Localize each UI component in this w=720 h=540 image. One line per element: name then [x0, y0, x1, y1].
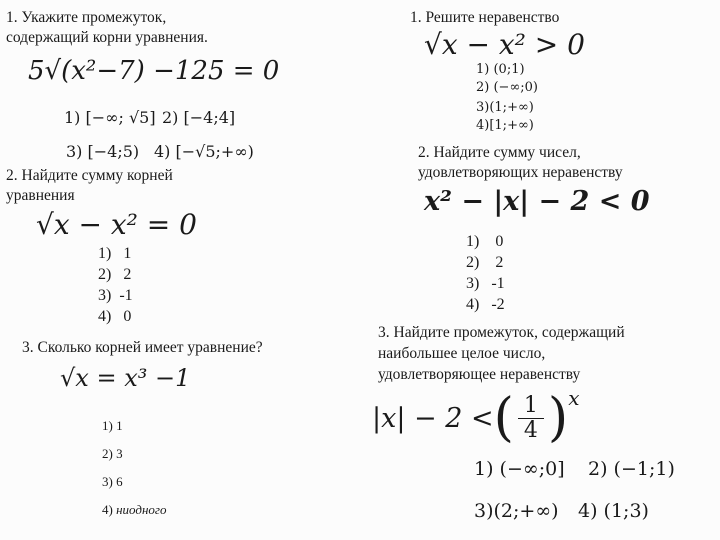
task3-option-2: 2) 3	[102, 446, 123, 461]
task1-option-4: 4) [−√5;+∞)	[154, 142, 254, 161]
r-task2-option-4: 4) -2	[466, 296, 505, 313]
task3-option-1: 1) 1	[102, 418, 123, 433]
task2-text-line1: 2. Найдите сумму корней	[6, 167, 173, 184]
r-task3-option-1: 1) (−∞;0]	[474, 458, 565, 480]
r-task1-option-2: 2) (−∞;0)	[476, 80, 538, 95]
r-task3-option-4: 4) (1;3)	[578, 500, 649, 522]
task2-text-line2: уравнения	[6, 187, 75, 204]
r-task3-option-2: 2) (−1;1)	[588, 458, 675, 480]
task2-option-1: 1) 1	[98, 245, 132, 262]
task1-option-1: 1) [−∞; √5]	[64, 108, 156, 127]
r-task3-option-3: 3)(2;+∞)	[474, 500, 559, 522]
task3-option-4-num: 4)	[102, 502, 113, 517]
task1-option-2: 2) [−4;4]	[162, 108, 236, 127]
r-task1-option-4: 4)[1;+∞)	[476, 118, 534, 133]
task1-option-3: 3) [−4;5)	[66, 142, 140, 161]
task2-option-3: 3) -1	[98, 287, 133, 304]
task1-equation: 5√(x²−7) −125 = 0	[28, 56, 280, 86]
r-task3-eq-left: |x| − 2 <	[372, 402, 494, 434]
r-task2-text-line1: 2. Найдите сумму чисел,	[418, 144, 581, 161]
task3-option-3: 3) 6	[102, 474, 123, 489]
task1-text-line2: содержащий корни уравнения.	[6, 29, 208, 46]
r-task2-option-1: 1) 0	[466, 233, 504, 250]
r-task3-text-line2: наибольшее целое число,	[378, 345, 546, 362]
r-task3-equation	[372, 386, 580, 448]
fraction-denominator: 4	[523, 417, 538, 443]
r-task1-equation: √x − x² > 0	[424, 28, 585, 61]
task3-option-4-text: ниодного	[116, 502, 167, 517]
task2-option-4: 4) 0	[98, 308, 132, 325]
r-task3-exponent: x	[568, 386, 580, 410]
task2-option-2: 2) 2	[98, 266, 132, 283]
r-task2-option-3: 3) -1	[466, 275, 505, 292]
r-task3-text-line3: удовлетворяющее неравенству	[378, 366, 581, 383]
r-task2-text-line2: удовлетворяющих неравенству	[418, 164, 623, 181]
r-task2-option-2: 2) 2	[466, 254, 504, 271]
right-paren: )	[547, 388, 569, 448]
task3-option-4	[102, 502, 166, 518]
left-paren: (	[493, 388, 514, 448]
fraction	[518, 394, 544, 443]
task1-text-line1: 1. Укажите промежуток,	[6, 9, 167, 26]
task3-text: 3. Сколько корней имеет уравнение?	[22, 339, 263, 356]
task2-equation: √x − x² = 0	[36, 208, 197, 241]
r-task1-option-3: 3)(1;+∞)	[476, 100, 534, 115]
r-task1-text: 1. Решите неравенство	[410, 9, 560, 26]
r-task1-option-1: 1) (0;1)	[476, 62, 525, 77]
task3-equation: √x = x³ −1	[60, 364, 191, 392]
r-task2-equation: x² − |x| − 2 < 0	[424, 186, 650, 217]
r-task3-text-line1: 3. Найдите промежуток, содержащий	[378, 324, 625, 341]
fraction-numerator: 1	[518, 394, 544, 419]
